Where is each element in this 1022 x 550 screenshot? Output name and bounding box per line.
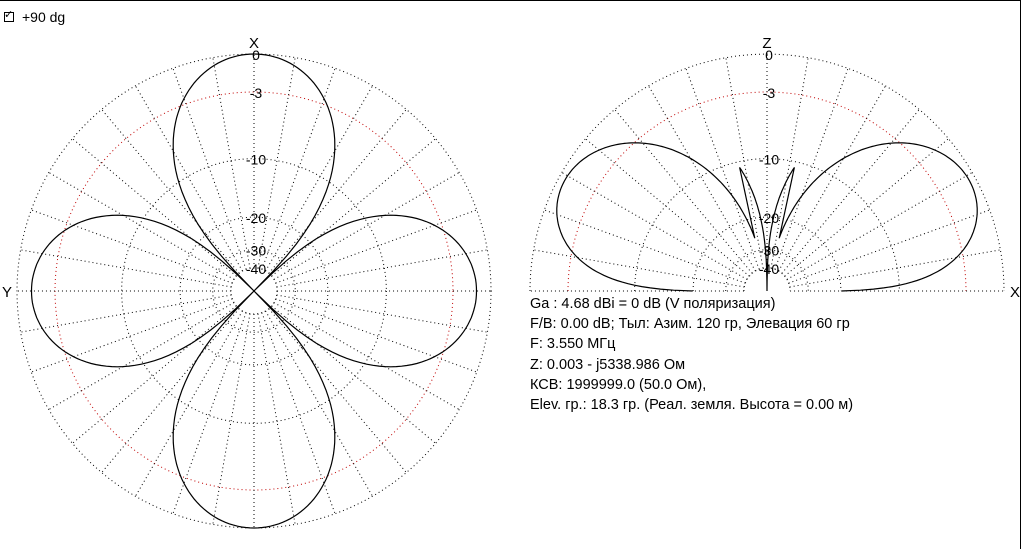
ring-label: -20: [245, 210, 267, 227]
spoke-260: [213, 314, 250, 525]
spoke-100: [213, 58, 250, 269]
spoke-100: [726, 58, 763, 269]
spoke-50: [782, 109, 920, 273]
axis-label-right: X: [1009, 284, 1021, 301]
ring-label: -10: [245, 151, 267, 168]
spoke-350: [277, 295, 488, 332]
spoke-310: [269, 309, 407, 473]
spoke-150: [49, 173, 234, 280]
spoke-120: [136, 86, 243, 271]
spoke-60: [266, 86, 373, 271]
spoke-10: [790, 250, 1001, 287]
ring-label: -3: [249, 85, 263, 102]
gain-line: Ga : 4.68 dBi = 0 dB (V поляризация): [530, 296, 776, 312]
spoke-240: [136, 311, 243, 496]
checkmark-icon: ✓: [4, 9, 14, 21]
swr-line: КСВ: 1999999.0 (50.0 Ом),: [530, 376, 707, 393]
spoke-330: [274, 303, 459, 410]
spoke-320: [272, 306, 436, 444]
spoke-120: [649, 86, 756, 271]
azimuth-plot: [2, 35, 491, 528]
spoke-20: [789, 210, 990, 283]
axis-label-top: X: [248, 35, 260, 52]
spoke-170: [534, 250, 745, 287]
spoke-70: [775, 68, 848, 269]
frequency-line: F: 3.550 МГц: [530, 336, 616, 353]
spoke-160: [544, 210, 745, 283]
impedance-line: Z: 0.003 - j5338.986 Ом: [530, 356, 686, 373]
spoke-140: [585, 139, 749, 277]
plus90-label: +90 dg: [22, 9, 66, 25]
ring-label: -30: [758, 242, 780, 259]
ring-label: 0: [765, 47, 773, 63]
spoke-140: [72, 139, 236, 277]
spoke-210: [49, 303, 234, 410]
ring-label: -3: [762, 85, 776, 102]
spoke-130: [102, 109, 240, 273]
axis-label-top: Z: [762, 35, 772, 52]
spoke-190: [21, 295, 232, 332]
ring-label: 0: [252, 47, 260, 63]
elevation-line: Elev. гр.: 18.3 гр. (Реал. земля. Высота = 0.00 м): [530, 396, 854, 413]
spoke-280: [258, 314, 295, 525]
results-panel: [530, 294, 853, 415]
spoke-230: [102, 309, 240, 473]
elevation-labels: [759, 35, 1020, 301]
ring-label: -20: [758, 210, 780, 227]
spoke-110: [686, 68, 759, 269]
spoke-150: [562, 173, 747, 280]
front-back-line: F/B: 0.00 dB; Тыл: Азим. 120 гр, Элевация 60 гр: [530, 316, 850, 333]
spoke-300: [266, 311, 373, 496]
spoke-170: [21, 250, 232, 287]
ring-label: -40: [245, 260, 267, 277]
ring-label: -10: [758, 151, 780, 168]
spoke-30: [787, 173, 972, 280]
spoke-10: [277, 250, 488, 287]
spoke-130: [615, 109, 753, 273]
spoke-220: [72, 306, 236, 444]
spoke-40: [272, 139, 436, 277]
axis-label-left: Y: [1, 284, 13, 301]
spoke-50: [269, 109, 407, 273]
ring-label: -40: [758, 260, 780, 277]
elevation-plot: [530, 35, 1020, 301]
spoke-40: [785, 139, 949, 277]
spoke-60: [779, 86, 886, 271]
spoke-30: [274, 173, 459, 280]
ring-label: -30: [245, 242, 267, 259]
